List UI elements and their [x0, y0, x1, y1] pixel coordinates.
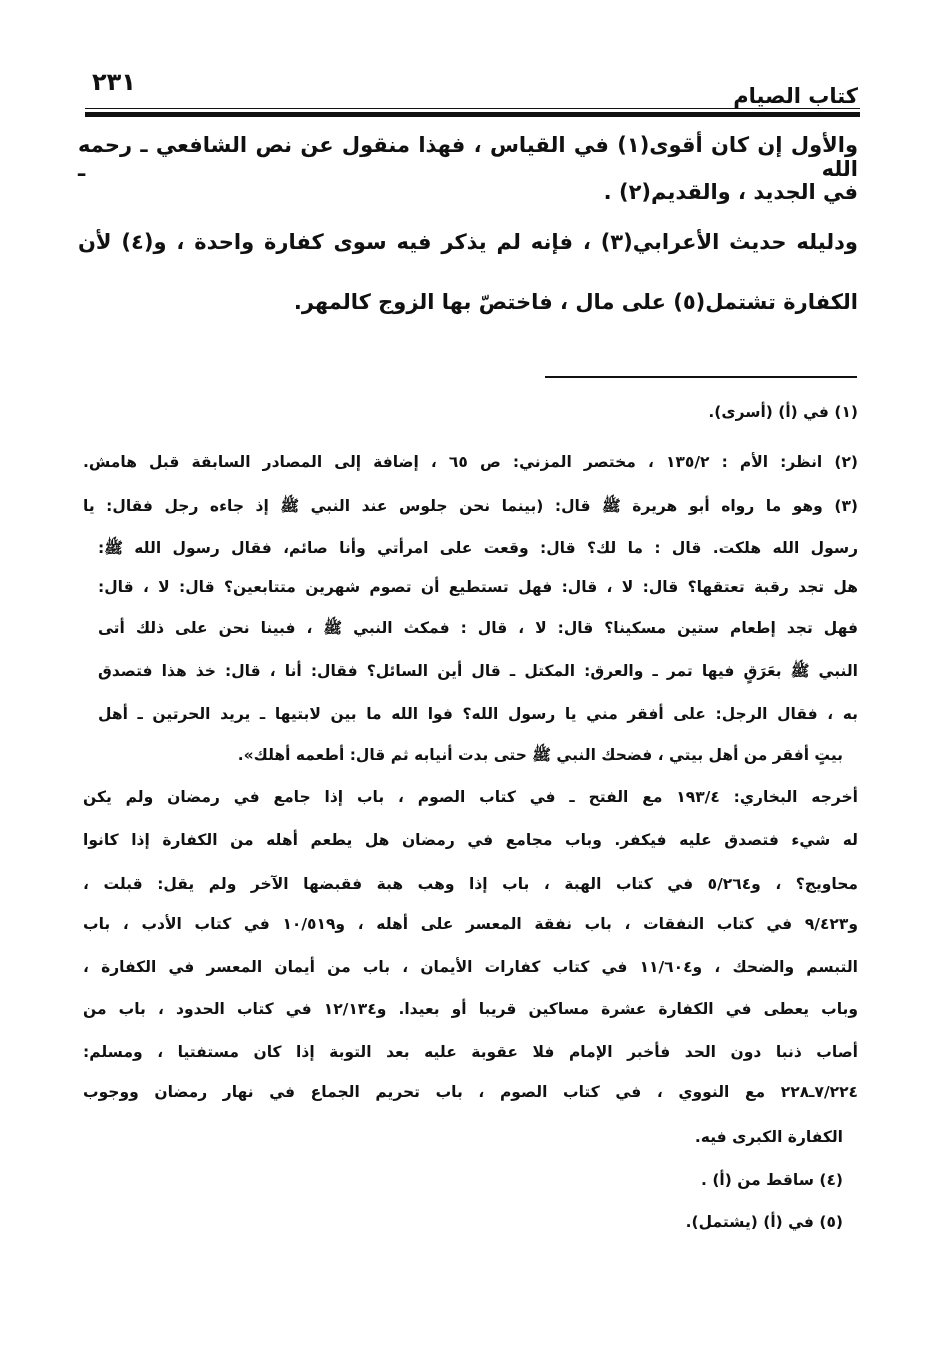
main-text-line: في الجديد ، والقديم(٢) . — [603, 180, 858, 204]
page-number: ٢٣١ — [92, 68, 136, 96]
footnote-3-line: الكفارة الكبرى فيه. — [694, 1128, 843, 1146]
header-rule-thick — [85, 112, 860, 117]
main-text-line: ودليله حديث الأعرابي(٣) ، فإنه لم يذكر فيه سوى كفارة واحدة ، و(٤) لأن — [78, 230, 858, 254]
main-text-line: الكفارة تشتمل(٥) على مال ، فاختصّ بها الزوج كالمهر. — [293, 290, 858, 314]
footnote-3-line: وباب يعطى في الكفارة عشرة مساكين قريبا أو بعيدا. و١٢/١٣٤ في كتاب الحدود ، باب من — [83, 1000, 858, 1018]
footnote-3-line: (٣) وهو ما رواه أبو هريرة ﷺ قال: (بينما نحن جلوس عند النبي ﷺ إذ جاءه رجل فقال: يا — [83, 497, 858, 515]
footnote-3-line: محاويج؟ ، و٥/٢٦٤ في كتاب الهبة ، باب إذا وهب هبة فقبضها الآخر ولم يقل: قبلت ، — [83, 875, 858, 893]
footnote-3-line: به ، فقال الرجل: على أفقر مني يا رسول الله؟ فوا الله ما بين لابتيها ـ يريد الحرتين ـ أهل — [98, 705, 858, 723]
footnote-3-line: و٩/٤٢٣ في كتاب النفقات ، باب نفقة المعسر على أهله ، و١٠/٥١٩ في كتاب الأدب ، باب — [83, 915, 858, 933]
footnote-3-line: هل تجد رقبة تعتقها؟ قال: لا ، قال: فهل تستطيع أن تصوم شهرين متتابعين؟ قال: لا ، قال: — [98, 578, 858, 596]
footnote-1: (١) في (أ) (أسرى). — [708, 403, 858, 421]
footnote-3-line: أصاب ذنبا دون الحد فأخبر الإمام فلا عقوبة عليه بعد التوبة إذا كان مستفتيا ، ومسلم: — [83, 1043, 858, 1061]
footnote-3-line: رسول الله هلكت. قال : ما لك؟ قال: وقعت على امرأتي وأنا صائم، فقال رسول الله ﷺ: — [98, 539, 858, 557]
footnote-3-line: بيتٍ أفقر من أهل بيتي ، فضحك النبي ﷺ حتى بدت أنيابه ثم قال: أطعمه أهلك». — [237, 746, 843, 764]
main-text-line: والأول إن كان أقوى(١) في القياس ، فهذا منقول عن نص الشافعي ـ رحمه الله ـ — [78, 133, 859, 181]
footnote-3-line: النبي ﷺ بعَرَقٍ فيها تمر ـ والعرق: المكتل ـ قال أين السائل؟ فقال: أنا ، قال: خذ هذا فتصدق — [98, 662, 858, 680]
footnote-3-line: فهل تجد إطعام ستين مسكينا؟ قال: لا ، قال : فمكث النبي ﷺ ، فبينا نحن على ذلك أتى — [98, 619, 858, 637]
footnote-3-line: له شيء فتصدق عليه فيكفر. وباب مجامع في رمضان هل يطعم أهله من الكفارة إذا كانوا — [83, 831, 858, 849]
running-head: كتاب الصيام — [733, 84, 858, 108]
footnote-3-line: التبسم والضحك ، و١١/٦٠٤ في كتاب كفارات الأيمان ، باب من أيمان المعسر في الكفارة ، — [83, 958, 858, 976]
footnote-2: (٢) انظر: الأم : ١٣٥/٢ ، مختصر المزني: ص ٦٥ ، إضافة إلى المصادر السابقة قبل هامش. — [83, 453, 858, 471]
footnote-4: (٤) ساقط من (أ) . — [701, 1171, 843, 1189]
footnote-3-line: ٧/٢٢٤ـ٢٢٨ مع النووي ، في كتاب الصوم ، باب تحريم الجماع في نهار رمضان ووجوب — [83, 1083, 858, 1101]
footnote-3-line: أخرجه البخاري: ١٩٣/٤ مع الفتح ـ في كتاب الصوم ، باب إذا جامع في رمضان ولم يكن — [83, 788, 858, 806]
header-rule-thin — [85, 108, 860, 109]
footnote-separator — [545, 376, 857, 378]
footnote-5: (٥) في (أ) (يشتمل). — [685, 1213, 843, 1231]
